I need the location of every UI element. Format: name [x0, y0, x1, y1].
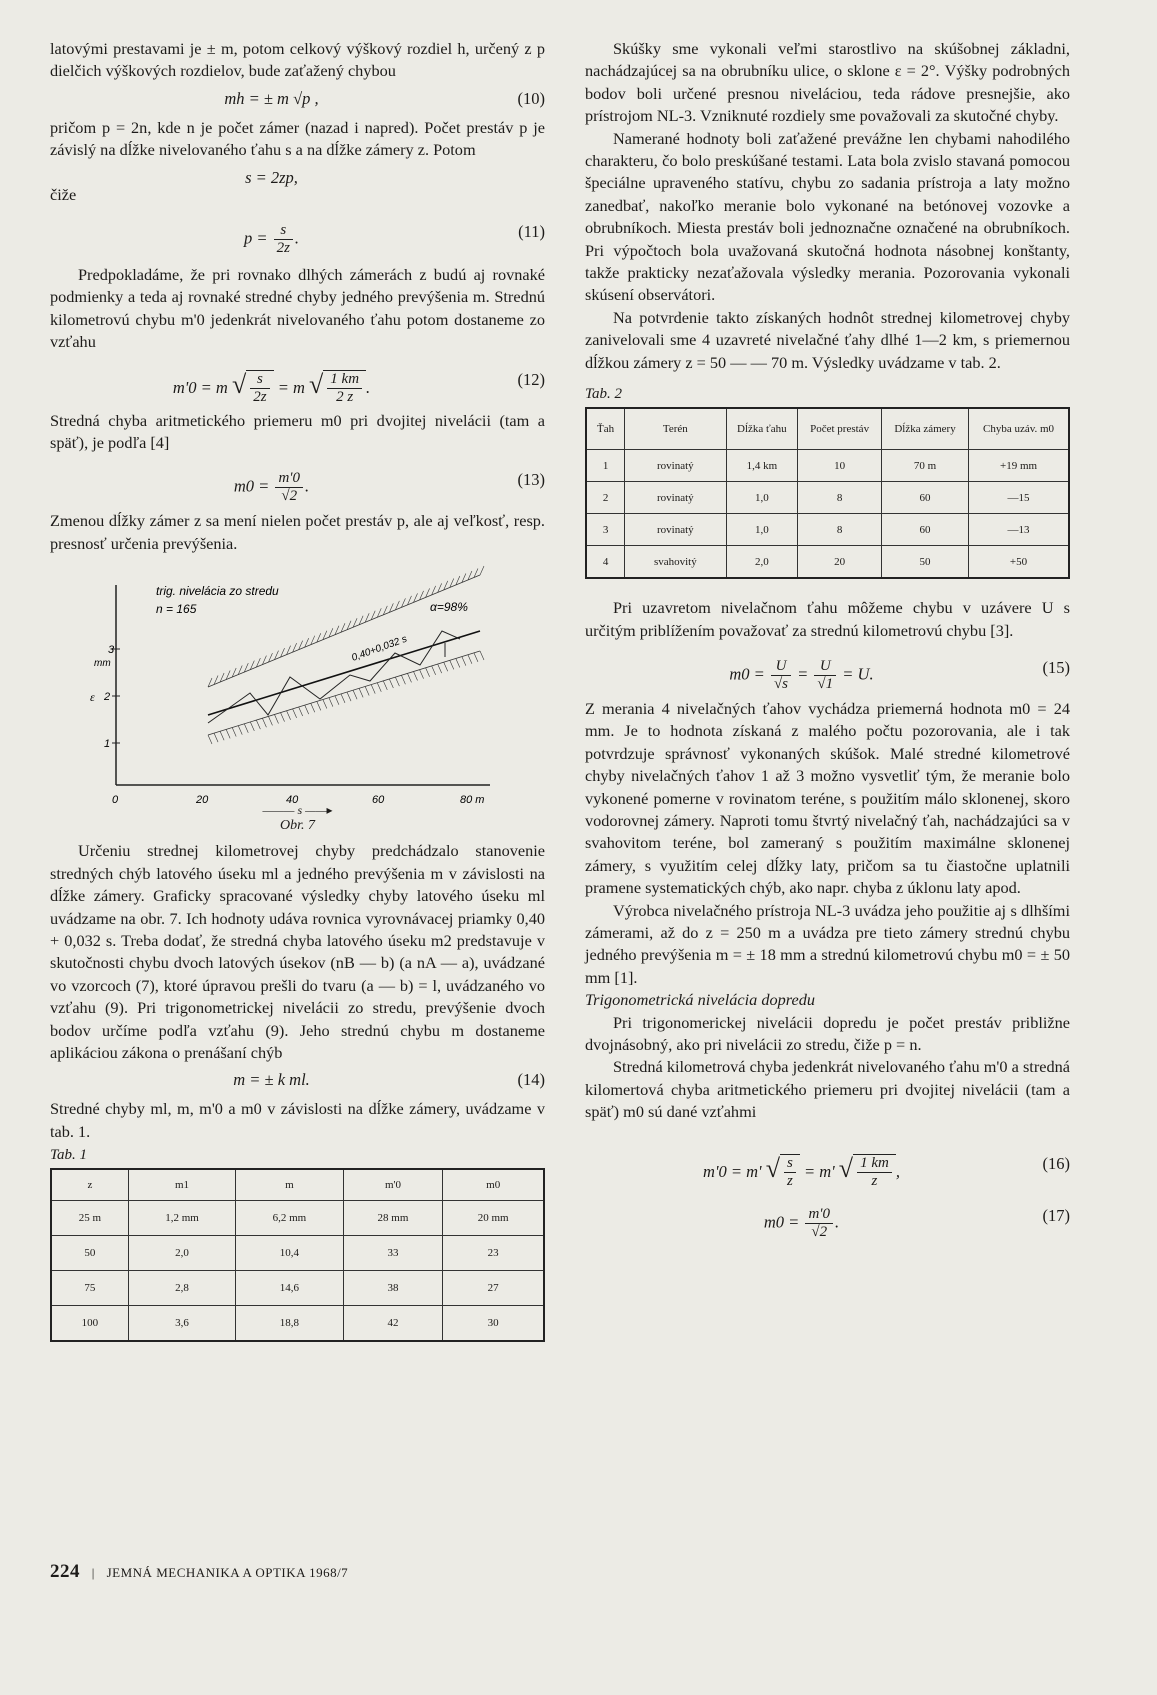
equation-body: p = $\frac{s}{2z}$ . [243, 222, 300, 257]
equation-16 [585, 1138, 1070, 1190]
paragraph: Na potvrdenie takto získaných hodnôt strednej kilometrovej chyby zanivelovali sme 4 uzavreté nivelačné ťahy dlhé 1—2 km, s priemernou dĺžkou zámery z = 50 — — 70 m. Výsledky uvádzame v tab. 2. [585, 307, 1070, 372]
table-header: Dĺžka zámery [882, 408, 969, 450]
hatch-mark [214, 733, 218, 742]
hatch-mark [450, 661, 454, 670]
figure-n: n = 165 [156, 602, 197, 617]
denominator: z [786, 1173, 793, 1190]
table-cell: 3,6 [128, 1306, 235, 1342]
equation-number: (14) [517, 1070, 545, 1090]
numerator: m'0 [805, 1206, 833, 1224]
equation-body: m'0 = m √ $\frac{s}{2z}$ = m √ $\frac{1 km}{2 z}$ . [172, 369, 371, 406]
eq-part: m'0 = m' [703, 1161, 762, 1181]
table-cell: +50 [969, 546, 1069, 579]
paragraph: Stredné chyby ml, m, m'0 a m0 v závislosti na dĺžke zámery, uvádzame v tab. 1. [50, 1099, 545, 1141]
table-cell: 1,0 [726, 514, 798, 546]
fraction [771, 658, 791, 693]
table-header: z [51, 1169, 128, 1201]
table-header-row [586, 408, 1069, 450]
table-header: Terén [625, 408, 726, 450]
denominator: √s [773, 675, 789, 692]
eq-part: = m [277, 377, 305, 397]
table-header: Dĺžka ťahu [726, 408, 798, 450]
equation-body: m'0 = m' √ $\frac{s}{z}$ = m' √ $\frac{1 km}{z}$ , [703, 1153, 900, 1190]
table-cell: 50 [51, 1236, 128, 1271]
table-caption: Tab. 1 [50, 1147, 87, 1164]
x-axis-label: s [297, 803, 303, 818]
table-cell: —15 [969, 482, 1069, 514]
table-cell: rovinatý [625, 482, 726, 514]
equation-number: (11) [518, 222, 545, 242]
hatch-mark [250, 722, 254, 731]
y-tick: 2 [104, 691, 111, 704]
hatch-mark [426, 668, 430, 677]
table-1 [50, 1168, 545, 1342]
table-cell: 25 m [51, 1201, 128, 1236]
hatch-mark [299, 707, 303, 716]
fraction [274, 222, 293, 257]
eq-part: m'0 = m [172, 377, 228, 397]
table-cell: 3 [586, 514, 625, 546]
equation-10 [50, 83, 545, 117]
numerator: 1 km [327, 371, 362, 389]
equation-number: (16) [1042, 1153, 1070, 1173]
table-cell: 42 [343, 1306, 443, 1342]
confidence-label: α=98% [430, 600, 468, 615]
hatch-mark [268, 717, 272, 726]
figure-caption: Obr. 7 [279, 818, 315, 834]
equation-15 [585, 642, 1070, 694]
y-tick: 3 [108, 644, 115, 657]
hatch-mark [311, 704, 315, 713]
table-cell: 1,4 km [726, 450, 798, 482]
hatch-mark [474, 653, 478, 662]
table-cell: 1 [586, 450, 625, 482]
table-cell: 38 [343, 1271, 443, 1306]
table-cell: 23 [443, 1236, 544, 1271]
table-cell: 75 [51, 1271, 128, 1306]
hatch-mark [438, 664, 442, 673]
hatch-mark [262, 718, 266, 727]
paragraph: Zmenou dĺžky zámer z sa mení nielen počet prestáv p, ale aj veľkosť, resp. presnosť určenia prevýšenia. [50, 511, 545, 553]
hatch-mark [462, 657, 466, 666]
right-column [585, 38, 1070, 1242]
numerator: s [784, 1155, 796, 1173]
fraction [814, 658, 836, 693]
table-row [51, 1236, 544, 1271]
numerator: U [771, 658, 791, 676]
equation-number: (15) [1042, 657, 1070, 677]
equation-14 [50, 1064, 545, 1098]
eq-part: m0 = [233, 476, 270, 496]
paragraph: Stredná chyba aritmetického priemeru m0 pri dvojitej nivelácii (tam a späť), je podľa [4] [50, 410, 545, 453]
table-cell: svahovitý [625, 546, 726, 579]
page-footer [50, 1561, 348, 1583]
hatch-mark [480, 651, 484, 660]
hatch-mark [226, 730, 230, 739]
denominator: 2z [276, 240, 290, 257]
equation-11 [50, 206, 545, 258]
table-cell: 100 [51, 1306, 128, 1342]
hatch-mark [444, 662, 448, 671]
numerator: 1 km [857, 1155, 892, 1173]
hatch-mark [281, 713, 285, 722]
y-axis-unit: mm [94, 658, 111, 670]
fraction [250, 371, 269, 406]
table-cell: rovinatý [625, 450, 726, 482]
numerator: m'0 [275, 470, 303, 488]
paragraph: pričom p = 2n, kde n je počet zámer (nazad i napred). Počet prestáv p je závislý na dĺžke nivelovaného ťahu s a na dĺžke zámery z. Potom [50, 117, 545, 160]
hatch-mark [329, 698, 333, 707]
x-tick: 0 [112, 794, 119, 804]
paragraph: Namerané hodnoty boli zaťažené prevážne len chybami nahodilého charakteru, čo bolo preskúšané testami. Lata bola zvislo stavaná pomocou špeciálne upraveného statívu, chybu zo sadania prístroja a laty možno zanedbať, nakoľko meranie bolo vykonané na betónovej vozovke a obrubníkoch. Miesta prestáv boli jednoznačne označené na obrubníkoch. Pri výpočtoch bola uvažovaná skutočná hodnota násobnej konštanty, takže prakticky nezaťažovala výsledky merania. Pozorovania vykonali skúsení observátori. [585, 128, 1070, 305]
eq-part: p = [243, 228, 268, 248]
eq-part: m0 = [729, 664, 765, 684]
eq-part: m0 = [763, 1211, 800, 1231]
equation-body: s = 2zp, [245, 167, 298, 187]
table-cell: 1,0 [726, 482, 798, 514]
equation-body: m0 = $\frac{m'0}{√2}$ . [763, 1205, 840, 1240]
table-row [51, 1201, 544, 1236]
equation-12 [50, 354, 545, 406]
hatch-mark [414, 672, 418, 681]
hatch-mark [347, 692, 351, 701]
denominator: z [871, 1173, 878, 1190]
paragraph: Stredná kilometrová chyba jedenkrát nivelovaného ťahu m'0 a stredná kilomertová chyba aritmetického priemeru pri dvojitej nivelácii (tam a späť) m0 sú dané vzťahmi [585, 1057, 1070, 1122]
eq-part: = m' [803, 1161, 835, 1181]
x-tick: 40 [286, 794, 299, 804]
hatch-mark [293, 709, 297, 718]
table-cell: 30 [443, 1306, 544, 1342]
hatch-mark [244, 724, 248, 733]
paragraph: Pri uzavretom nivelačnom ťahu môžeme chybu v uzávere U s určitým priblížením považovať za strednú kilometrovú chybu [3]. [585, 598, 1070, 640]
numerator: s [250, 371, 269, 389]
hatch-mark [371, 685, 375, 694]
equation-number: (13) [517, 470, 545, 490]
table-cell: 50 [882, 546, 969, 579]
section-heading: Trigonometrická nivelácia dopredu [585, 990, 816, 1010]
hatch-mark [323, 700, 327, 709]
y-tick: 1 [104, 738, 111, 751]
table-cell: 6,2 mm [236, 1201, 343, 1236]
table-cell: 2,8 [128, 1271, 235, 1306]
paragraph: Pri trigonomerickej nivelácii dopredu je počet prestáv približne dvojnásobný, ako pri nivelácii zo stredu, čiže p = n. [585, 1012, 1070, 1054]
y-axis-symbol: ε [90, 690, 95, 705]
hatch-mark [220, 732, 224, 741]
table-row [51, 1271, 544, 1306]
table-cell: 2,0 [726, 546, 798, 579]
equation-13 [50, 454, 545, 506]
equation-17 [585, 1190, 1070, 1242]
paragraph: čiže [50, 184, 77, 204]
regression-line [208, 631, 480, 715]
x-axis-arrow: ——— s ——▸ [262, 803, 333, 818]
table-caption: Tab. 2 [585, 386, 622, 403]
table-cell: 14,6 [236, 1271, 343, 1306]
paragraph: Výrobca nivelačného prístroja NL-3 uvádza jeho použitie aj s dlhšími zámerami, až do z = 250 m a uvádza pre tieto zámery strednú chybu jedného prevýšenia m = ± 18 mm a strednú kilometrovú chybu m0 = ± 50 mm [1]. [585, 900, 1070, 987]
table-cell: 10 [798, 450, 882, 482]
footer-separator: | [91, 1565, 95, 1580]
hatch-mark [353, 690, 357, 699]
table-row [586, 450, 1069, 482]
hatch-mark [395, 677, 399, 686]
hatch-mark [287, 711, 291, 720]
table-cell: 2,0 [128, 1236, 235, 1271]
table-cell: +19 mm [969, 450, 1069, 482]
fraction [805, 1206, 833, 1241]
hatch-mark [432, 666, 436, 675]
fraction [784, 1155, 796, 1190]
hatch-mark [468, 655, 472, 664]
denominator: √2 [281, 488, 298, 505]
fraction [327, 371, 362, 406]
hatch-mark [232, 728, 236, 737]
table-cell: 20 mm [443, 1201, 544, 1236]
hatch-mark [377, 683, 381, 692]
x-tick: 80 m [460, 794, 485, 804]
hatch-mark [359, 689, 363, 698]
hatch-mark [256, 720, 260, 729]
hatch-mark [383, 681, 387, 690]
table-cell: 70 m [882, 450, 969, 482]
table-row [586, 546, 1069, 579]
eq-part: = U. [842, 664, 874, 684]
figure-title: trig. nivelácia zo stredu [156, 584, 279, 599]
hatch-mark [305, 705, 309, 714]
table-cell: 28 mm [343, 1201, 443, 1236]
hatch-mark [274, 715, 278, 724]
table-cell: 4 [586, 546, 625, 579]
paragraph: Skúšky sme vykonali veľmi starostlivo na skúšobnej základni, nachádzajúcej sa na obrubníku ulice, o sklone ε = 2°. Výšky podrobných bodov boli určené presnou niveláciou, teda rádove presnejšie, ako prístrojom NL-3. Vzniknuté rozdiely sme považovali za skutočné chyby. [585, 39, 1070, 126]
hatch-mark [420, 670, 424, 679]
fraction [857, 1155, 892, 1190]
paragraph: Určeniu strednej kilometrovej chyby predchádzalo stanovenie stredných chýb latového úseku ml a jedného prevýšenia m v závislosti na dĺžke zámery. Graficky spracované výsledky chyby latového úseku ml uvádzame na obr. 7. Ich hodnoty udáva rovnica vyrovnávacej priamky 0,40 + 0,032 s. Treba dodať, že stredná chyba latového úseku m2 predstavuje v skutočnosti chybu dvoch latových úsekov (nB — b) (a nA — a), uvádzané vo vzorcoch (7), ktoré úpravou prešli do tvaru (a — b) = l, uvádzaného vo vzťahu (9). Pri trigonometrickej nivelácii zo stredu, prevýšenie dvoch bodov určíme podľa vzťahu (9). Jeho strednú chybu m dostaneme aplikáciou zákona o prenášaní chýb [50, 841, 545, 1062]
hatch-mark [480, 566, 484, 575]
numerator: s [274, 222, 293, 240]
hatch-mark [208, 735, 212, 744]
table-row [51, 1306, 544, 1342]
table-cell: 33 [343, 1236, 443, 1271]
denominator: √2 [811, 1223, 828, 1240]
equation-number: (10) [517, 88, 545, 108]
table-cell: 60 [882, 482, 969, 514]
hatch-mark [335, 696, 339, 705]
paragraph: latovými prestavami je ± m, potom celkový výškový rozdiel h, určený z p dielčich výškových rozdielov, bude zaťažený chybou [50, 39, 545, 81]
table-header-row [51, 1169, 544, 1201]
regression-equation: 0,40+0,032 s [350, 633, 409, 665]
table-cell: 18,8 [236, 1306, 343, 1342]
equation-number: (17) [1042, 1205, 1070, 1225]
measured-values [208, 631, 460, 723]
table-header: m1 [128, 1169, 235, 1201]
page-number: 224 [50, 1561, 80, 1582]
denominator: √1 [817, 675, 834, 692]
figure-graph [50, 565, 545, 803]
hatch-mark [341, 694, 345, 703]
table-header: m [236, 1169, 343, 1201]
table-cell: —13 [969, 514, 1069, 546]
table-header: m'0 [343, 1169, 443, 1201]
denominator: 2 z [336, 389, 354, 406]
hatch-mark [317, 702, 321, 711]
equation-body: mh = ± m √p , [224, 88, 319, 108]
table-2 [585, 407, 1070, 579]
equation-s [50, 162, 545, 196]
table-header: Chyba uzáv. m0 [969, 408, 1069, 450]
table-cell: 20 [798, 546, 882, 579]
table-row [586, 482, 1069, 514]
table-row [586, 514, 1069, 546]
table-cell: 10,4 [236, 1236, 343, 1271]
paragraph: Z merania 4 nivelačných ťahov vychádza priemerná hodnota m0 = 24 mm. Je to hodnota získaná z malého počtu pozorovania, ale i tak potvrdzuje správnosť vykonaných skúšok. Malé stredné kilometrové chyby nivelačných ťahov 1 až 3 možno vysvetliť tým, že meranie bolo vykonené pomerne v rovinatom teréne, s použitím málo sklonenej, skoro vodorovnej zámery. Naproti tomu štvrtý nivelačný ťah, nachádzajúci sa v svahovitom teréne, bol zameraný s použitím maximálne sklonenej zámery, s využitím celej dĺžky laty, pričom sa tu čiastočne uplatnili pramene systematických chýb, ako napr. chyba z úklonu laty apod. [585, 698, 1070, 898]
hatch-mark [401, 676, 405, 685]
hatch-mark [456, 659, 460, 668]
table-cell: 27 [443, 1271, 544, 1306]
table-cell: rovinatý [625, 514, 726, 546]
table-cell: 2 [586, 482, 625, 514]
hatch-mark [238, 726, 242, 735]
table-header: Počet prestáv [798, 408, 882, 450]
table-cell: 8 [798, 514, 882, 546]
hatch-mark [389, 679, 393, 688]
fraction [275, 470, 303, 505]
denominator: 2z [253, 389, 267, 406]
equation-body: m = ± k ml. [233, 1070, 310, 1090]
hatch-mark [407, 674, 411, 683]
left-column [50, 38, 545, 1342]
equation-body: m0 = $\frac{U}{√s}$ = $\frac{U}{√1}$ = U. [729, 657, 874, 692]
hatch-mark [365, 687, 369, 696]
table-header: Ťah [586, 408, 625, 450]
table-cell: 1,2 mm [128, 1201, 235, 1236]
figure-7 [50, 565, 545, 803]
equation-body: m0 = $\frac{m'0}{√2}$ . [233, 470, 310, 505]
table-cell: 60 [882, 514, 969, 546]
x-tick: 60 [372, 794, 385, 804]
table-cell: 8 [798, 482, 882, 514]
table-header: m0 [443, 1169, 544, 1201]
confidence-band [208, 575, 480, 735]
equation-number: (12) [517, 369, 545, 389]
numerator: U [814, 658, 836, 676]
x-tick: 20 [196, 794, 209, 804]
journal-name: JEMNÁ MECHANIKA A OPTIKA 1968/7 [106, 1565, 349, 1580]
paragraph: Predpokladáme, že pri rovnako dlhých zámerách z budú aj rovnaké podmienky a teda aj rovnaké stredné chyby jedného prevýšenia m. Strednú kilometrovú chybu m'0 jedenkrát nivelovaného ťahu potom dostaneme zo vzťahu [50, 265, 545, 352]
